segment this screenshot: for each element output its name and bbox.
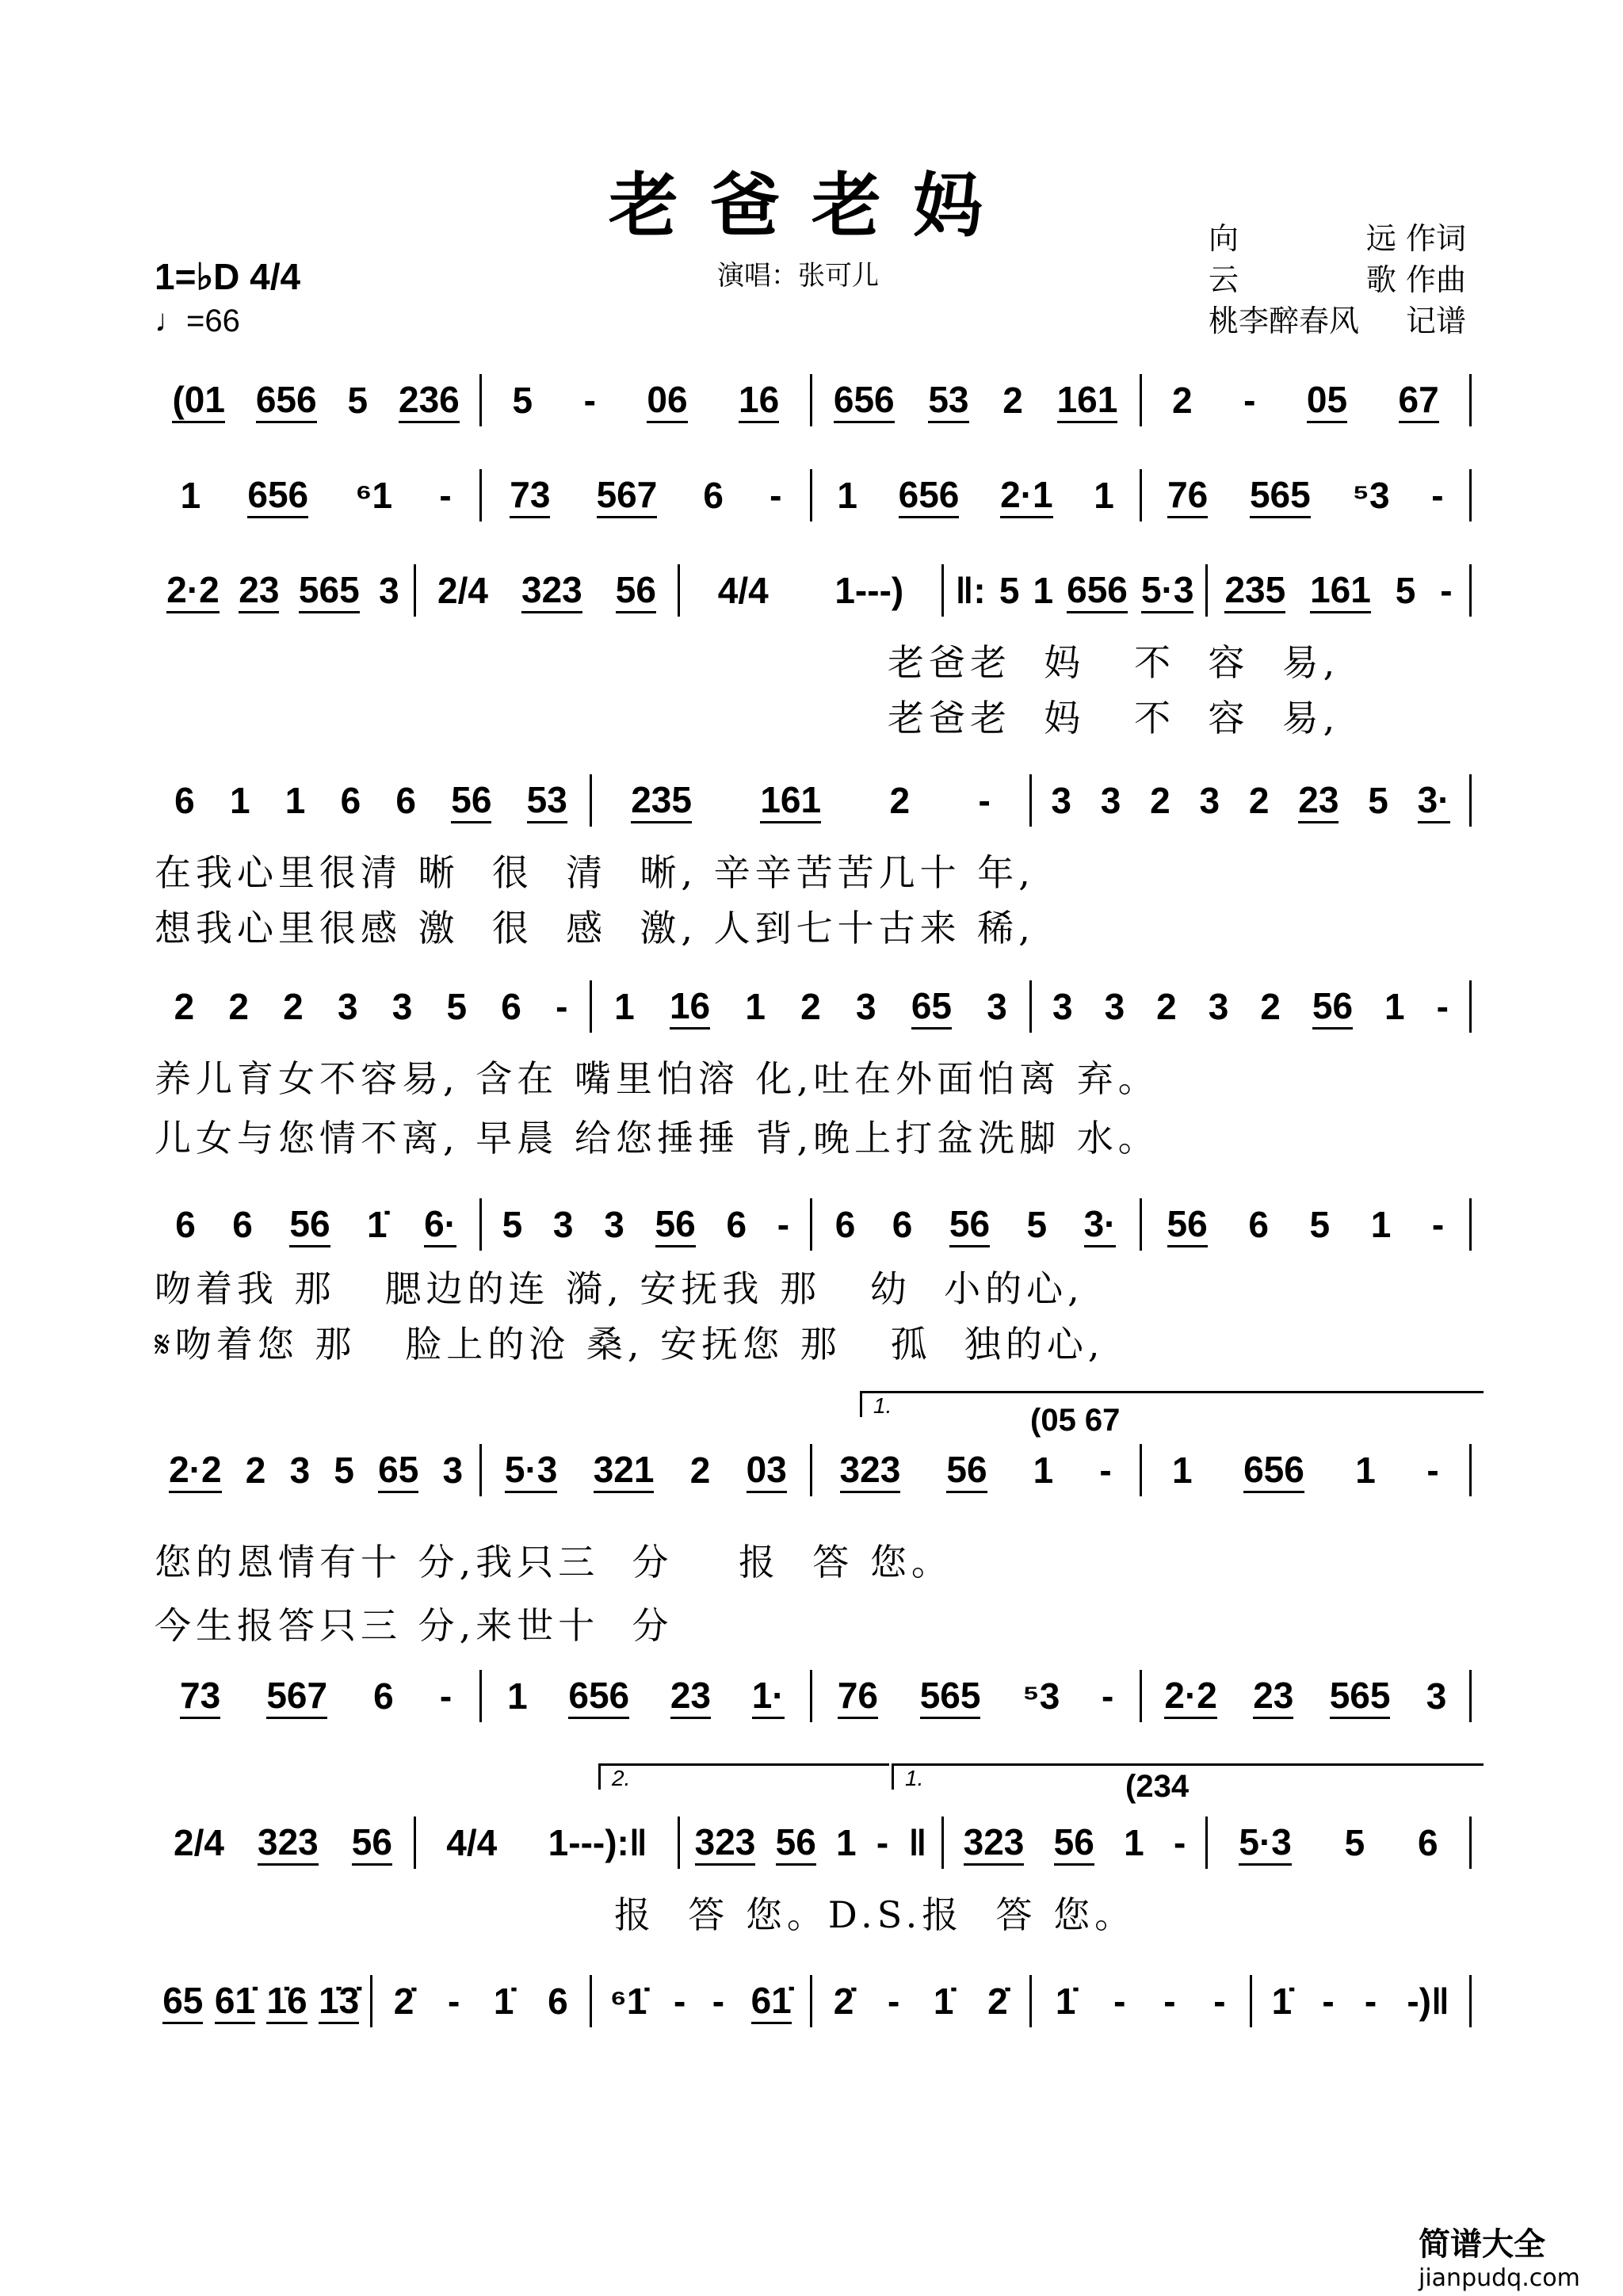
- note-group: -: [1426, 1450, 1439, 1491]
- note-group: 3: [391, 986, 413, 1027]
- measure: [1142, 1670, 1472, 1722]
- note-group: 56: [949, 1202, 990, 1247]
- measure: [482, 1444, 812, 1496]
- measure: [152, 774, 592, 827]
- note-group: 3·: [1418, 778, 1450, 823]
- staff-row: [152, 1975, 1472, 2027]
- note-group: 161: [760, 778, 821, 823]
- note-group: 1: [229, 780, 250, 821]
- note-group: -: [673, 1981, 686, 2022]
- note-group: 6: [703, 475, 724, 516]
- note-group: 73: [510, 473, 550, 518]
- note-group: 6·: [424, 1202, 456, 1247]
- measure: [812, 469, 1142, 521]
- note-group: 06: [647, 378, 687, 423]
- staff-row: [152, 774, 1472, 827]
- lyric-line: 吻着我 那 腮边的连 漪, 安抚我 那 幼 小的心,: [155, 1267, 1084, 1310]
- measure: [1032, 980, 1472, 1033]
- staff-row: [152, 374, 1472, 426]
- note-group: 56: [451, 778, 491, 823]
- lyric-line: 在我心里很清 晰 很 清 晰, 辛辛苦苦几十 年,: [155, 851, 1035, 894]
- note-group: 6: [548, 1981, 568, 2022]
- site-logo: [1419, 2219, 1580, 2292]
- note-group: 6: [175, 1204, 196, 1245]
- note-group: 1̇: [367, 1204, 388, 1245]
- measure: [482, 1198, 812, 1251]
- note-group: 2/4: [437, 570, 488, 611]
- note-group: -: [1213, 1981, 1226, 2022]
- note-group: -: [439, 1675, 453, 1717]
- note-group: 4/4: [717, 570, 769, 611]
- note-group: -: [1174, 1822, 1186, 1863]
- measure: [152, 1817, 416, 1869]
- note-group: 56: [1167, 1202, 1208, 1247]
- note-group: 5·3: [1239, 1820, 1291, 1866]
- note-group: 56: [776, 1820, 816, 1866]
- measure: [152, 1975, 372, 2027]
- note-group: 1̇: [1055, 1981, 1076, 2022]
- measure: [1032, 1975, 1252, 2027]
- measure: [372, 1975, 593, 2027]
- note-group: 6: [726, 1204, 747, 1245]
- note-group: 3: [987, 986, 1007, 1027]
- measure: [812, 1444, 1142, 1496]
- note-group: 65: [162, 1979, 203, 2024]
- note-group: 2: [689, 1450, 711, 1491]
- note-group: -: [777, 1204, 790, 1245]
- measure: [152, 1444, 482, 1496]
- note-group: 3: [604, 1204, 624, 1245]
- lyric-line: 𝄋吻着您 那 脸上的沧 桑, 安抚您 那 孤 独的心,: [155, 1323, 1105, 1366]
- note-group: ⁶1: [355, 475, 393, 516]
- note-group: -: [1322, 1981, 1335, 2022]
- note-group: 3: [1052, 986, 1073, 1027]
- note-group: -: [769, 475, 782, 516]
- note-group: 1: [1033, 1450, 1054, 1491]
- note-group: 6: [395, 780, 417, 821]
- lyric-line: 今生报答只三 分,来世十 分: [155, 1604, 674, 1647]
- measure: [152, 1670, 482, 1722]
- lyric-line: 老爸老 妈 不 容 易,: [888, 697, 1340, 739]
- note-group: 5: [502, 1204, 523, 1245]
- note-group: 56: [1312, 984, 1353, 1030]
- measure: [680, 1817, 944, 1869]
- note-group: 5: [1026, 1204, 1048, 1245]
- note-group: 2/4: [174, 1822, 224, 1863]
- note-group: 76: [838, 1674, 878, 1719]
- note-group: 656: [568, 1674, 629, 1719]
- singer: 演唱：张可儿: [717, 260, 879, 292]
- note-group: 2: [889, 780, 911, 821]
- note-group: 23: [670, 1674, 711, 1719]
- measure: [812, 1670, 1142, 1722]
- staff-row: [152, 469, 1472, 521]
- note-group: 1̇6: [266, 1979, 307, 2024]
- note-group: 2: [1156, 986, 1177, 1027]
- note-group: 5: [1309, 1204, 1331, 1245]
- note-group: 1: [1094, 475, 1114, 516]
- measure: [152, 564, 416, 617]
- note-group: -: [1431, 475, 1444, 516]
- note-group: ⁶1̇: [609, 1981, 647, 2022]
- credits: [1209, 218, 1466, 342]
- note-group: 2: [800, 986, 821, 1027]
- note-group: 6: [892, 1204, 913, 1245]
- measure: [1208, 564, 1472, 617]
- note-group: 23: [239, 568, 279, 613]
- measure: [1252, 1975, 1472, 2027]
- note-group: 1̇: [493, 1981, 514, 2022]
- measure: [152, 374, 482, 426]
- composer-name: 云: [1209, 262, 1239, 297]
- note-group: 2: [1150, 780, 1170, 821]
- note-group: -: [583, 380, 596, 421]
- note-group: 567: [266, 1674, 327, 1719]
- note-group: 56: [946, 1448, 987, 1493]
- note-group: 567: [597, 473, 658, 518]
- note-group: 565: [1330, 1674, 1391, 1719]
- note-group: 656: [899, 473, 960, 518]
- note-group: 1: [1124, 1822, 1144, 1863]
- measure: [944, 1817, 1208, 1869]
- transcriber-name: 桃李醉春风: [1209, 304, 1360, 338]
- note-group: 3: [1104, 986, 1125, 1027]
- note-group: 656: [256, 378, 317, 423]
- measure: [1208, 1817, 1472, 1869]
- note-group: 1---): [834, 570, 904, 611]
- note-group: -: [1102, 1675, 1114, 1717]
- measure: [482, 374, 812, 426]
- note-group: 56: [616, 568, 656, 613]
- note-group: 3: [552, 1204, 574, 1245]
- volta-bracket-1: 1.: [860, 1391, 1484, 1417]
- lyric-line: 老爸老 妈 不 容 易,: [888, 641, 1340, 684]
- note-group: 1̇3̇: [319, 1979, 359, 2024]
- note-group: 3: [856, 986, 876, 1027]
- note-group: 61̇: [751, 1979, 792, 2024]
- measure: [152, 1198, 482, 1251]
- note-group: 565: [299, 568, 360, 613]
- note-group: 65: [911, 984, 952, 1030]
- note-group: 656: [834, 378, 895, 423]
- note-group: 3: [1100, 780, 1121, 821]
- composer-role: 歌 作曲: [1365, 262, 1466, 297]
- lyric-line: 您的恩情有十 分,我只三 分 报 答 您。: [155, 1541, 953, 1584]
- note-group: 3: [379, 570, 399, 611]
- note-group: 6: [174, 780, 195, 821]
- measure: [152, 469, 482, 521]
- note-group: 161: [1057, 378, 1118, 423]
- note-group: 323: [258, 1820, 319, 1866]
- staff-row: [152, 1444, 1472, 1496]
- note-group: 53: [527, 778, 567, 823]
- note-group: 5: [334, 1450, 354, 1491]
- note-group: 5: [1368, 780, 1388, 821]
- note-group: 1: [507, 1675, 528, 1717]
- note-group: 5: [347, 380, 369, 421]
- note-group: 323: [964, 1820, 1025, 1866]
- measure: [592, 980, 1032, 1033]
- note-group: 5·3: [1141, 568, 1193, 613]
- note-group: 5: [1395, 570, 1416, 611]
- measure: [812, 1198, 1142, 1251]
- note-group: 3: [1426, 1675, 1447, 1717]
- volta-bracket-2: 2.: [598, 1763, 889, 1790]
- note-group: -: [1243, 380, 1256, 421]
- note-group: 5: [999, 570, 1020, 611]
- note-group: 1̇: [933, 1981, 954, 2022]
- song-title: 老爸老妈: [608, 164, 1014, 246]
- measure: [416, 564, 680, 617]
- note-group: 23: [1298, 778, 1338, 823]
- measure: [1142, 1444, 1472, 1496]
- note-group: 56: [1054, 1820, 1094, 1866]
- note-group: ‖: [908, 1822, 927, 1863]
- note-group: -: [1099, 1450, 1112, 1491]
- note-group: 235: [631, 778, 692, 823]
- note-group: 3: [289, 1450, 311, 1491]
- note-group: 2·2: [169, 1448, 221, 1493]
- note-group: 2: [1002, 380, 1023, 421]
- note-group: ⁵3: [1022, 1675, 1060, 1717]
- note-group: 73: [180, 1674, 220, 1719]
- logo-url: jianpudq.com: [1419, 2264, 1580, 2292]
- note-group: 565: [920, 1674, 981, 1719]
- staff-row: [152, 1670, 1472, 1722]
- note-group: 1: [1355, 1450, 1376, 1491]
- note-group: -: [978, 780, 991, 821]
- measure: [482, 1670, 812, 1722]
- note-group: 2: [1248, 780, 1270, 821]
- lyric-line: 养儿育女不容易, 含在 嘴里怕溶 化,吐在外面怕离 弃。: [155, 1057, 1159, 1100]
- note-group: -)‖: [1407, 1981, 1449, 2022]
- note-group: 2·2: [166, 568, 219, 613]
- note-group: 1: [1033, 570, 1054, 611]
- note-group: 2: [1260, 986, 1281, 1027]
- note-group: 1: [1370, 1204, 1392, 1245]
- note-group: -: [712, 1981, 725, 2022]
- staff-row: [152, 564, 1472, 617]
- note-group: 56: [289, 1202, 330, 1247]
- transcriber-role: 记谱: [1405, 304, 1466, 338]
- note-group: 6: [501, 986, 521, 1027]
- logo-name: 简谱大全: [1419, 2226, 1545, 2263]
- note-group: 03: [747, 1448, 787, 1493]
- note-group: ⁵3: [1352, 475, 1390, 516]
- note-group: 3: [1199, 780, 1220, 821]
- measure: [592, 1975, 812, 2027]
- note-group: -: [1113, 1981, 1126, 2022]
- measure: [1032, 774, 1472, 827]
- note-group: 23: [1253, 1674, 1293, 1719]
- measure: [1142, 469, 1472, 521]
- note-group: 1: [285, 780, 306, 821]
- note-group: -: [1440, 570, 1453, 611]
- note-group: 6: [373, 1675, 394, 1717]
- measure: [592, 774, 1032, 827]
- measure: [812, 374, 1142, 426]
- note-group: 235: [1224, 568, 1285, 613]
- note-group: 2̇: [833, 1981, 854, 2022]
- note-group: -: [1163, 1981, 1176, 2022]
- lyricist-role: 远 作词: [1365, 221, 1466, 256]
- note-group: 5: [1344, 1822, 1365, 1863]
- note-group: 323: [840, 1448, 901, 1493]
- note-group: 5·3: [505, 1448, 557, 1493]
- note-group: 1: [836, 1822, 857, 1863]
- note-group: 6: [232, 1204, 253, 1245]
- note-group: 76: [1167, 473, 1208, 518]
- note-group: 6: [340, 780, 361, 821]
- note-group: 2·2: [1164, 1674, 1216, 1719]
- note-group: 5: [512, 380, 533, 421]
- measure: [1142, 1198, 1472, 1251]
- note-group: 53: [928, 378, 968, 423]
- note-group: 2: [228, 986, 249, 1027]
- staff-row: [152, 1817, 1472, 1869]
- note-group: 6: [1417, 1822, 1438, 1863]
- tempo-marking: ♩=66: [155, 304, 240, 338]
- note-group: 4/4: [446, 1822, 498, 1863]
- note-group: 56: [655, 1202, 696, 1247]
- measure: [1142, 374, 1472, 426]
- note-group: 1---):‖: [548, 1822, 647, 1863]
- lyricist-name: 向: [1209, 221, 1239, 256]
- measure: [680, 564, 944, 617]
- note-group: 1: [1384, 986, 1405, 1027]
- note-group: 5: [446, 986, 468, 1027]
- note-group: 56: [352, 1820, 392, 1866]
- note-group: 1: [837, 475, 857, 516]
- note-group: 2̇: [987, 1981, 1008, 2022]
- note-group: -: [876, 1822, 889, 1863]
- note-group: -: [887, 1981, 900, 2022]
- note-group: 3: [442, 1450, 464, 1491]
- measure: [944, 564, 1208, 617]
- interlude-notes: (234: [1125, 1769, 1190, 1804]
- note-group: 1: [180, 475, 201, 516]
- note-group: 6: [834, 1204, 856, 1245]
- note-group: 1̇: [1271, 1981, 1293, 2022]
- note-group: 2: [174, 986, 195, 1027]
- note-group: -: [447, 1981, 460, 2022]
- note-group: 656: [247, 473, 308, 518]
- note-group: 323: [695, 1820, 756, 1866]
- lyric-line: 儿女与您情不离, 早晨 给您捶捶 背,晚上打盆洗脚 水。: [155, 1117, 1159, 1159]
- note-group: 67: [1399, 378, 1439, 423]
- note-group: 656: [1243, 1448, 1304, 1493]
- lyric-line: 报 答 您。D.S.报 答 您。: [614, 1893, 1136, 1936]
- note-group: 161: [1310, 568, 1371, 613]
- measure: [152, 980, 592, 1033]
- staff-row: [152, 1198, 1472, 1251]
- note-group: 323: [521, 568, 582, 613]
- note-group: 2: [1171, 380, 1193, 421]
- note-group: 16: [670, 984, 710, 1030]
- note-group: ‖:: [955, 570, 986, 611]
- note-group: 3·: [1084, 1202, 1117, 1247]
- note-group: 656: [1067, 568, 1128, 613]
- interlude-notes: (05 67: [1030, 1403, 1121, 1438]
- volta-bracket-1b: 1.: [892, 1763, 1484, 1790]
- note-group: -: [1436, 986, 1449, 1027]
- note-group: 61̇: [215, 1979, 255, 2024]
- staff-row: [152, 980, 1472, 1033]
- note-group: 1·: [752, 1674, 785, 1719]
- note-group: 565: [1250, 473, 1311, 518]
- note-group: -: [439, 475, 452, 516]
- key-signature: 1=♭D 4/4: [155, 256, 301, 297]
- note-group: 3: [1051, 780, 1071, 821]
- note-group: 05: [1307, 378, 1347, 423]
- note-group: 2: [283, 986, 304, 1027]
- note-group: 65: [378, 1448, 418, 1493]
- note-group: 3: [337, 986, 358, 1027]
- measure: [416, 1817, 680, 1869]
- note-group: 236: [399, 378, 460, 423]
- note-group: 321: [594, 1448, 655, 1493]
- note-group: (01: [172, 378, 224, 423]
- note-group: 2·1: [1000, 473, 1052, 518]
- note-group: 1: [1171, 1450, 1193, 1491]
- note-group: -: [1431, 1204, 1445, 1245]
- note-group: -: [1364, 1981, 1377, 2022]
- note-group: 6: [1248, 1204, 1269, 1245]
- measure: [482, 469, 812, 521]
- measure: [812, 1975, 1033, 2027]
- note-group: 1: [745, 986, 766, 1027]
- note-group: 3: [1208, 986, 1229, 1027]
- lyric-line: 想我心里很感 激 很 感 激, 人到七十古来 稀,: [155, 907, 1035, 949]
- note-group: 2̇: [393, 1981, 414, 2022]
- note-group: 1: [614, 986, 635, 1027]
- note-group: 2: [245, 1450, 266, 1491]
- note-group: -: [556, 986, 568, 1027]
- note-group: 16: [739, 378, 779, 423]
